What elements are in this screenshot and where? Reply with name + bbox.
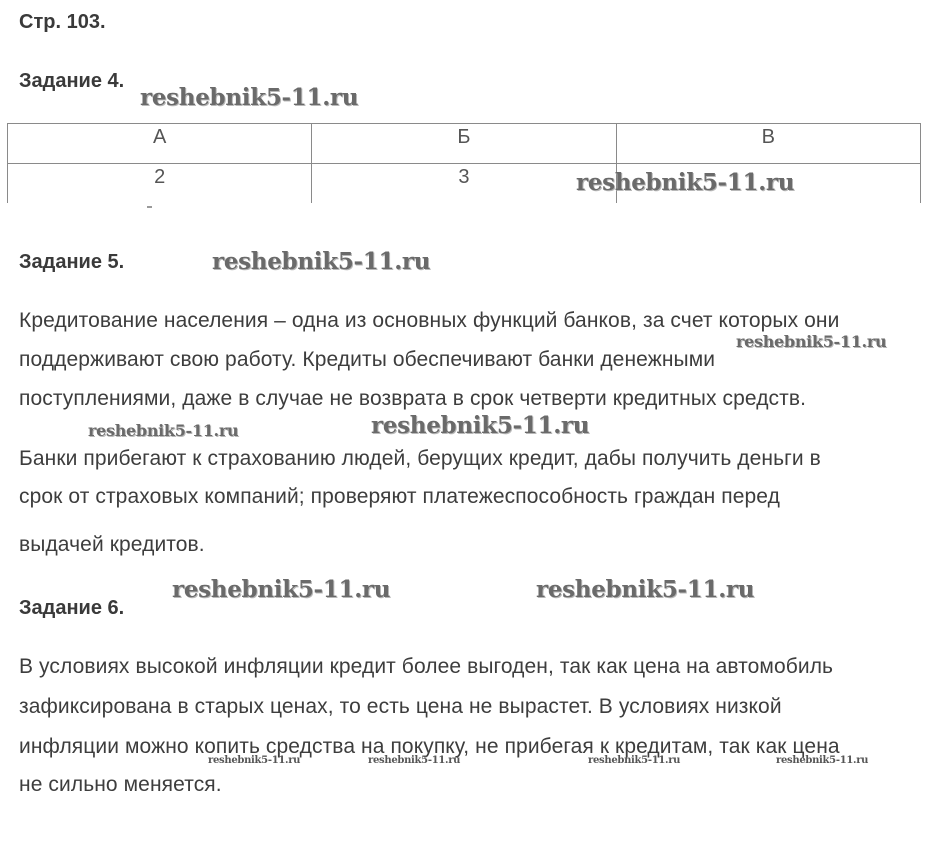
task6-line: В условиях высокой инфляции кредит более выгоден, так как цена на автомобиль bbox=[19, 655, 834, 678]
watermark: reshebnik5-11.ru bbox=[140, 84, 359, 111]
page-label: Стр. 103. bbox=[19, 11, 106, 33]
watermark: reshebnik5-11.ru bbox=[371, 412, 590, 439]
answer-table-header-b: Б bbox=[312, 124, 616, 164]
watermark: reshebnik5-11.ru bbox=[536, 576, 755, 603]
stray-mark bbox=[147, 206, 152, 208]
watermark: reshebnik5-11.ru bbox=[736, 332, 887, 351]
task6-heading: Задание 6. bbox=[19, 597, 125, 619]
task5-line: выдачей кредитов. bbox=[19, 533, 205, 556]
task4-heading: Задание 4. bbox=[19, 70, 125, 92]
task5-line: Банки прибегают к страхованию людей, берущих кредит, дабы получить деньги в bbox=[19, 447, 821, 470]
watermark: reshebnik5-11.ru bbox=[588, 755, 681, 766]
watermark: reshebnik5-11.ru bbox=[172, 576, 391, 603]
answer-table-value-a: 2 bbox=[8, 164, 312, 204]
answer-table-header-a: А bbox=[8, 124, 312, 164]
task6-line: не сильно меняется. bbox=[19, 773, 222, 796]
task5-line: Кредитование населения – одна из основных функций банков, за счет которых они bbox=[19, 309, 840, 332]
watermark: reshebnik5-11.ru bbox=[368, 755, 461, 766]
watermark: reshebnik5-11.ru bbox=[88, 421, 239, 440]
task5-heading: Задание 5. bbox=[19, 251, 125, 273]
task5-line: поддерживают свою работу. Кредиты обеспечивают банки денежными bbox=[19, 348, 716, 371]
task6-line: зафиксирована в старых ценах, то есть цена не вырастет. В условиях низкой bbox=[19, 695, 782, 718]
watermark: reshebnik5-11.ru bbox=[212, 248, 431, 275]
watermark: reshebnik5-11.ru bbox=[208, 755, 301, 766]
task5-line: срок от страховых компаний; проверяют платежеспособность граждан перед bbox=[19, 485, 780, 508]
task6-line: инфляции можно копить средства на покупку, не прибегая к кредитам, так как цена bbox=[19, 735, 840, 758]
answer-table-header-v: В bbox=[616, 124, 920, 164]
watermark: reshebnik5-11.ru bbox=[576, 169, 795, 196]
watermark: reshebnik5-11.ru bbox=[776, 755, 869, 766]
task5-line: поступлениями, даже в случае не возврата в срок четверти кредитных средств. bbox=[19, 387, 807, 410]
answer-table-header-row bbox=[8, 124, 921, 164]
answer-table-value-b: 3 bbox=[312, 164, 616, 204]
